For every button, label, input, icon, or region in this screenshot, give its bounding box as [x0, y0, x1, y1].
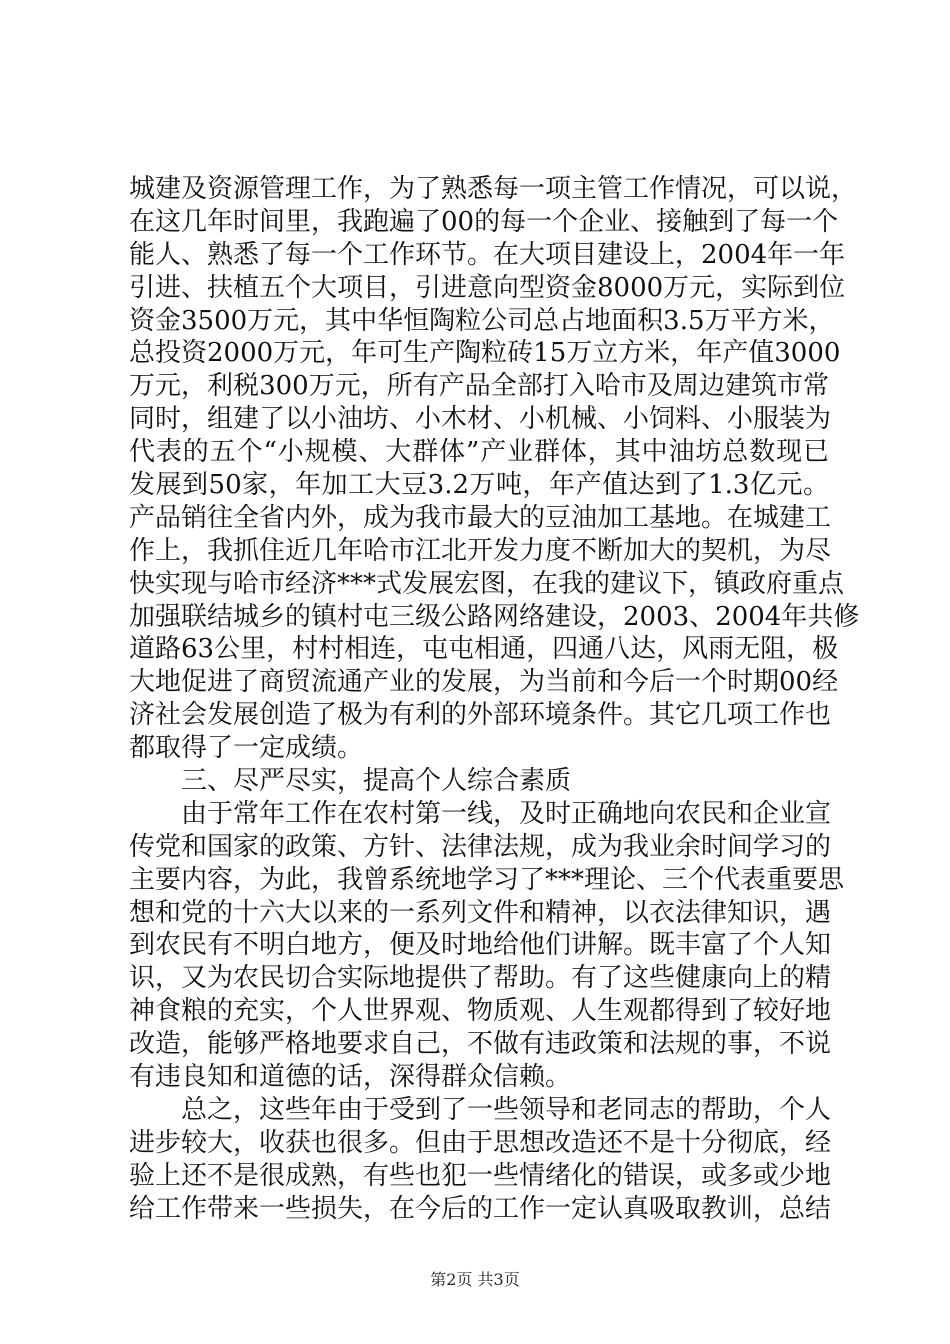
page-footer: 第2页 共3页: [430, 1270, 520, 1289]
text-line: 济社会发展创造了极为有利的外部环境条件。其它几项工作也: [129, 700, 832, 731]
text-line: 想和党的十六大以来的一系列文件和精神，以衣法律知识，遇: [129, 897, 832, 928]
text-line: 能人、熟悉了每一个工作环节。在大项目建设上，2004年一年: [129, 239, 846, 270]
document-body: [129, 173, 860, 1226]
text-line: 神食粮的充实，个人世界观、物质观、人生观都得到了较好地: [129, 996, 832, 1027]
text-line: 总投资2000万元，年可生产陶粒砖15万立方米，年产值3000: [129, 338, 841, 369]
text-line: 发展到50家，年加工大豆3.2万吨，年产值达到了1.3亿元。: [129, 470, 829, 501]
text-line: 到农民有不明白地方，便及时地给他们讲解。既丰富了个人知: [129, 930, 832, 961]
text-line: 万元，利税300万元，所有产品全部打入哈市及周边建筑市常: [129, 371, 829, 402]
text-line: 引进、扶植五个大项目，引进意向型资金8000万元，实际到位: [129, 272, 846, 303]
text-line: 道路63公里，村村相连，屯屯相通，四通八达，风雨无阻，极: [129, 634, 839, 665]
text-line: 由于常年工作在农村第一线，及时正确地向农民和企业宣: [181, 798, 832, 829]
text-line: 验上还不是很成熟，有些也犯一些情绪化的错误，或多或少地: [129, 1160, 832, 1191]
text-line: 在这几年时间里，我跑遍了00的每一个企业、接触到了每一个: [129, 206, 839, 237]
text-line: 改造，能够严格地要求自己，不做有违政策和法规的事，不说: [129, 1029, 832, 1060]
section-heading: 三、尽严尽实，提高个人综合素质: [181, 766, 572, 797]
text-line: 大地促进了商贸流通产业的发展，为当前和今后一个时期00经: [129, 667, 839, 698]
text-line: 总之，这些年由于受到了一些领导和老同志的帮助，个人: [181, 1094, 832, 1125]
text-line: 资金3500万元，其中华恒陶粒公司总占地面积3.5万平方米，: [129, 305, 835, 336]
text-line: 城建及资源管理工作，为了熟悉每一项主管工作情况，可以说，: [129, 174, 858, 204]
text-line: 快实现与哈市经济***式发展宏图，在我的建议下，镇政府重点: [129, 568, 845, 599]
text-line: 有违良知和道德的话，深得群众信赖。: [129, 1062, 572, 1093]
text-line: 传党和国家的政策、方针、法律法规，成为我业余时间学习的: [129, 831, 832, 862]
text-line: 都取得了一定成绩。: [129, 733, 364, 764]
text-line: 产品销往全省内外，成为我市最大的豆油加工基地。在城建工: [129, 502, 832, 533]
text-line: 主要内容，为此，我曾系统地学习了***理论、三个代表重要思: [129, 864, 845, 895]
text-line: 代表的五个“小规模、大群体”产业群体，其中油坊总数现已: [129, 437, 829, 468]
text-line: 识，又为农民切合实际地提供了帮助。有了这些健康向上的精: [129, 963, 832, 994]
text-line: 作上，我抓住近几年哈市江北开发力度不断加大的契机，为尽: [129, 535, 832, 566]
text-line: 同时，组建了以小油坊、小木材、小机械、小饲料、小服装为: [129, 404, 832, 435]
text-line: 加强联结城乡的镇村屯三级公路网络建设，2003、2004年共修: [129, 601, 860, 632]
text-line: 给工作带来一些损失，在今后的工作一定认真吸取教训，总结: [129, 1193, 832, 1224]
text-line: 进步较大，收获也很多。但由于思想改造还不是十分彻底，经: [129, 1127, 832, 1158]
